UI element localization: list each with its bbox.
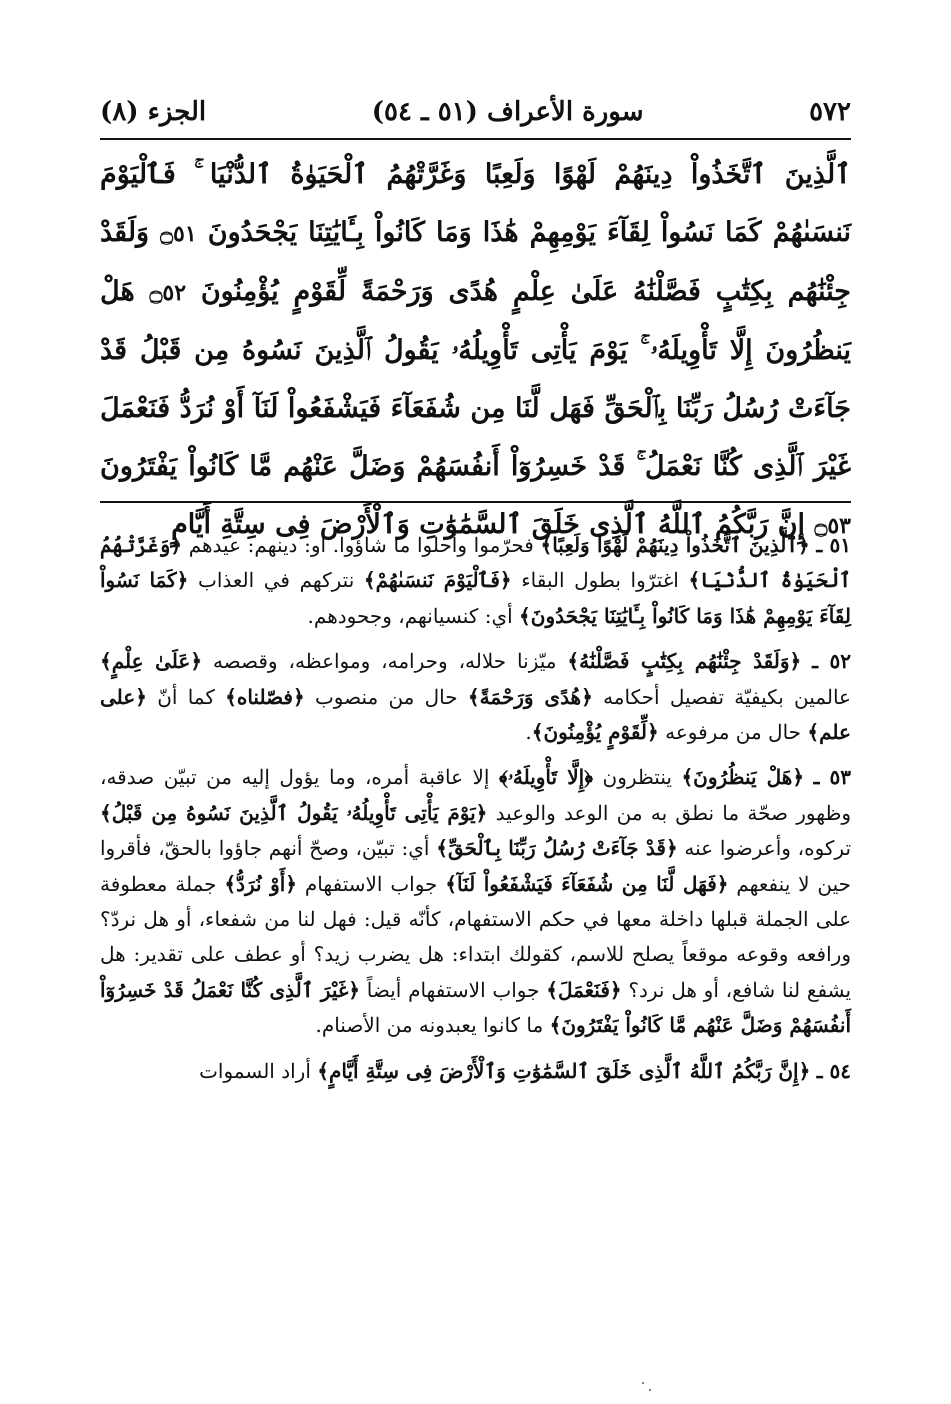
- verse-52: وَلَقَدْ جِئْنَٰهُم بِكِتَٰبٍ فَصَّلْنَٰهُ عَلَىٰ عِلْمٍ هُدًى وَرَحْمَةً لِّقَوْمٍ يُؤْمِنُونَ: [100, 217, 852, 307]
- part-label: الجزء (٨): [100, 97, 207, 127]
- quran-quote: ﴿إِلَّا تَأْوِيلَهُۥ﴾: [499, 765, 594, 790]
- commentary-text: إلا عاقبة أمره، وما يؤول إليه من تبيّن صدقه، وظهور صحّة ما نطق به من الوعد والوعيد: [100, 765, 852, 825]
- quran-quote: ﴿عَلَىٰ عِلْمٍ﴾: [100, 649, 203, 674]
- commentary-text: جملة معطوفة على الجملة قبلها داخلة معها في حكم الاستفهام، كأنّه قيل: فهل لنا من شفعاء، أو هل نردّ؟ ورافعه وقوعه موقعاً يصلح للاسم، كقولك ابتداء: هل يضرب زيد؟ أو عطف على تقدير: هل يشفع لنا شافع، أو هل نرد؟: [100, 871, 852, 1002]
- quran-quote: ﴿لِّقَوْمٍ يُؤْمِنُونَ﴾: [531, 720, 659, 745]
- commentary-text: حال من مرفوعه: [665, 720, 802, 745]
- commentary-text: فحرّموا وأحلوا ما شاؤوا. أو: دينهم: عيدهم: [188, 533, 534, 557]
- commentary-52: [100, 644, 851, 750]
- commentary-text: كما أنّ: [157, 684, 215, 709]
- commentary-number: ٥١ ـ: [816, 533, 852, 557]
- quran-quote: ﴿فَٱلْيَوْمَ نَنسَىٰهُمْ﴾: [363, 568, 512, 593]
- quran-quote: ﴿وَلَقَدْ جِئْنَٰهُم بِكِتَٰبٍ فَصَّلْنَٰهُ﴾: [567, 649, 802, 674]
- quran-quote: ﴿وَغَرَّتْهُمُ ٱلْحَيَوٰةُ ٱلدُّنْيَا﴾: [100, 533, 851, 593]
- quran-quote: ﴿غَيْرَ ٱلَّذِى كُنَّا نَعْمَلُ قَدْ خَسِرُوٓاْ أَنفُسَهُمْ وَضَلَّ عَنْهُم مَّا كَانُواْ يَفْتَرُونَ﴾: [100, 977, 851, 1038]
- commentary-number: ٥٤ ـ: [816, 1058, 851, 1083]
- commentary-text: نتركهم في العذاب: [197, 568, 355, 593]
- commentary-text: ما كانوا يعبدونه من الأصنام.: [315, 1013, 544, 1038]
- commentary-number: ٥٢ ـ: [812, 649, 852, 674]
- commentary-text: جواب الاستفهام أيضاً: [366, 977, 540, 1002]
- commentary-text: أي: كنسيانهم، وجحودهم.: [307, 603, 513, 628]
- quran-quote: ﴿هُدًى وَرَحْمَةً﴾: [467, 684, 593, 709]
- verse-marker-53: ۝٥٣: [814, 513, 851, 539]
- commentary-54: [100, 1054, 851, 1089]
- commentary-text: اغترّوا بطول البقاء: [521, 568, 679, 593]
- quran-quote: ﴿قَدْ جَآءَتْ رُسُلُ رَبِّنَا بِٱلْحَقِّ﴾: [436, 836, 678, 861]
- surah-title: سورة الأعراف (٥١ ـ ٥٤): [371, 97, 644, 127]
- verse-54: إِنَّ رَبَّكُمُ ٱللَّهُ ٱلَّذِى خَلَقَ ٱلسَّمَٰوَٰتِ وَٱلْأَرْضَ فِى سِتَّةِ أَيَّامٍ: [171, 509, 806, 540]
- page-header: [100, 88, 851, 136]
- header-divider: [100, 138, 851, 140]
- commentary-text: عالمين بكيفيّة تفصيل أحكامه: [603, 684, 851, 709]
- commentary-text: ينتظرون: [602, 765, 672, 790]
- commentary-text: .: [525, 720, 532, 745]
- quran-quote: ﴿أَوْ نُرَدُّ﴾: [224, 871, 298, 896]
- quran-quote: ﴿إِنَّ رَبَّكُمُ ٱللَّهُ ٱلَّذِى خَلَقَ ٱلسَّمَٰوَٰتِ وَٱلْأَرْضَ فِى سِتَّةِ أَيَّامٍ﴾: [317, 1058, 811, 1083]
- quran-quote: ﴿كَمَا نَسُواْ لِقَآءَ يَوْمِهِمْ هَٰذَا وَمَا كَانُواْ بِـَٔايَٰتِنَا يَجْحَدُونَ﴾: [100, 568, 851, 628]
- verses-divider: [100, 501, 851, 503]
- quran-verses: [100, 146, 852, 540]
- commentary-text: أي: تبيّن، وصحّ أنهم جاؤوا بالحقّ، فأقروا حين لا ينفعهم: [100, 836, 852, 896]
- verse-53: هَلْ يَنظُرُونَ إِلَّا تَأْوِيلَهُۥ ۚ يَوْمَ يَأْتِى تَأْوِيلُهُۥ يَقُولُ ٱلَّذِينَ نَسُوهُ مِن قَبْلُ قَدْ جَآءَتْ رُسُلُ رَبِّنَا بِٱلْحَقِّ فَهَل لَّنَا مِن شُفَعَآءَ فَيَشْفَعُواْ لَنَآ أَوْ نُرَدُّ فَنَعْمَلَ غَيْرَ ٱلَّذِى كُنَّا نَعْمَلُ ۚ قَدْ خَسِرُوٓاْ أَنفُسَهُمْ وَضَلَّ عَنْهُم مَّا كَانُواْ يَفْتَرُونَ: [100, 276, 851, 482]
- verse-marker-52: ۝٥٢: [149, 280, 187, 306]
- page-number: ٥٧٢: [809, 97, 851, 127]
- quran-quote: ﴿فَهَل لَّنَا مِن شُفَعَآءَ فَيَشْفَعُواْ لَنَآ﴾: [445, 871, 729, 896]
- scan-speck-marks: [640, 1380, 660, 1396]
- quran-quote: ﴿يَوْمَ يَأْتِى تَأْوِيلُهُۥ يَقُولُ ٱلَّذِينَ نَسُوهُ مِن قَبْلُ﴾: [100, 800, 488, 825]
- commentary-text: ميّزنا حلاله، وحرامه، ومواعظه، وقصصه: [212, 649, 557, 674]
- commentary-53: [100, 760, 851, 1043]
- commentary-number: ٥٣ ـ: [813, 765, 852, 790]
- commentary-51: [100, 528, 851, 634]
- quran-quote: ﴿ٱلَّذِينَ ٱتَّخَذُواْ دِينَهُمْ لَهْوًا وَلَعِبًا﴾: [540, 533, 810, 557]
- commentary: [100, 528, 851, 1328]
- commentary-text: أراد السموات: [199, 1058, 311, 1083]
- quran-quote: ﴿فصّلناه﴾: [225, 684, 305, 709]
- commentary-text: تركوه، وأعرضوا عنه: [684, 836, 852, 861]
- quran-quote: ﴿على علم﴾: [100, 684, 851, 745]
- verse-51: ٱلَّذِينَ ٱتَّخَذُواْ دِينَهُمْ لَهْوًا وَلَعِبًا وَغَرَّتْهُمُ ٱلْحَيَوٰةُ ٱلدُّنْيَا ۚ فَٱلْيَوْمَ نَنسَىٰهُمْ كَمَا نَسُواْ لِقَآءَ يَوْمِهِمْ هَٰذَا وَمَا كَانُواْ بِـَٔايَٰتِنَا يَجْحَدُونَ: [100, 159, 852, 248]
- commentary-text: جواب الاستفهام: [304, 871, 438, 896]
- verse-marker-51: ۝٥١: [160, 221, 197, 247]
- quran-quote: ﴿فَنَعْمَلَ﴾: [546, 977, 622, 1002]
- commentary-text: حال من منصوب: [314, 684, 458, 709]
- quran-quote: ﴿هَلْ يَنظُرُونَ﴾: [681, 765, 805, 790]
